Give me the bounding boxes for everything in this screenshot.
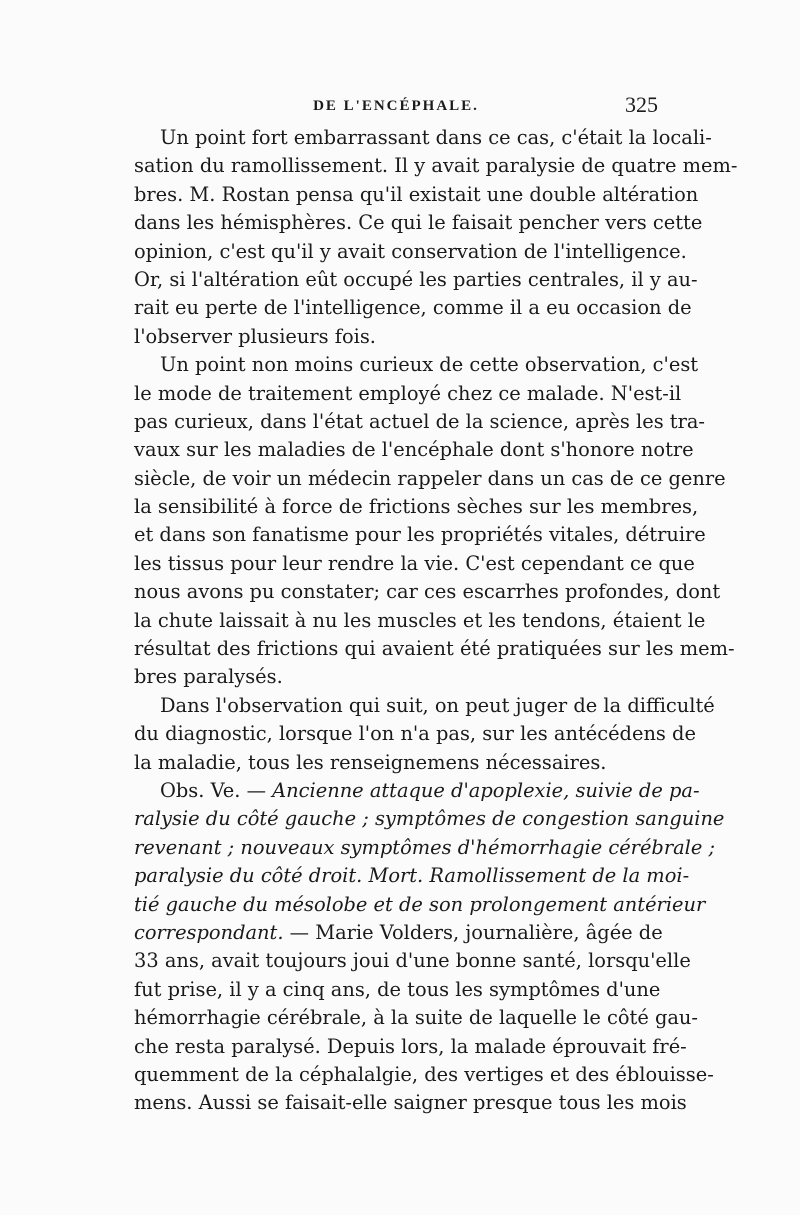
text-line: [134, 1033, 687, 1061]
text-line: [134, 1089, 687, 1117]
roman-run: 33 ans, avait toujours joui d'une bonne santé, lorsqu'elle: [134, 949, 691, 973]
text-line: [134, 209, 703, 237]
roman-run: opinion, c'est qu'il y avait conservation de l'intelligence.: [134, 239, 687, 263]
text-line: [134, 294, 692, 322]
roman-run: dans les hémisphères. Ce qui le faisait pencher vers cette: [134, 211, 703, 235]
italic-run: Ancienne attaque d'apoplexie, suivie de pa-: [272, 778, 700, 802]
roman-run: Dans l'observation qui suit, on peut juger de la difficulté: [160, 693, 715, 717]
roman-run: Or, si l'altération eût occupé les parties centrales, il y au-: [134, 267, 698, 291]
roman-run: — Marie Volders, journalière, âgée de: [283, 920, 663, 944]
roman-run: la maladie, tous les renseignemens nécessaires.: [134, 750, 607, 774]
roman-run: bres. M. Rostan pensa qu'il existait une double altération: [134, 182, 699, 206]
text-line: [134, 635, 735, 663]
text-line: [134, 465, 726, 493]
roman-run: quemment de la céphalalgie, des vertiges et des éblouisse-: [134, 1062, 714, 1086]
text-line: [134, 976, 661, 1004]
text-line: [134, 834, 716, 862]
text-line: [134, 436, 694, 464]
text-line: [134, 1004, 698, 1032]
text-line: [134, 550, 695, 578]
roman-run: vaux sur les maladies de l'encéphale dont s'honore notre: [134, 438, 694, 462]
italic-run: correspondant.: [134, 920, 284, 944]
italic-run: revenant ; nouveaux symptômes d'hémorrhagie cérébrale ;: [134, 835, 716, 859]
italic-run: tié gauche du mésolobe et de son prolongement antérieur: [134, 892, 706, 916]
italic-run: ralysie du côté gauche ; symptômes de congestion sanguine: [134, 807, 725, 831]
text-line: [134, 351, 699, 379]
text-line: [134, 919, 663, 947]
text-line: [134, 777, 700, 805]
text-line: [134, 521, 706, 549]
text-line: [134, 493, 699, 521]
roman-run: la chute laissait à nu les muscles et les tendons, étaient le: [134, 608, 706, 632]
roman-run: pas curieux, dans l'état actuel de la science, après les tra-: [134, 409, 705, 433]
roman-run: Un point non moins curieux de cette observation, c'est: [160, 353, 699, 377]
roman-run: che resta paralysé. Depuis lors, la malade éprouvait fré-: [134, 1034, 687, 1058]
roman-run: rait eu perte de l'intelligence, comme il a eu occasion de: [134, 296, 692, 320]
text-line: [134, 891, 706, 919]
roman-run: nous avons pu constater; car ces escarrhes profondes, dont: [134, 580, 721, 604]
roman-run: la sensibilité à force de frictions sèches sur les membres,: [134, 495, 699, 519]
text-line: [134, 408, 705, 436]
roman-run: fut prise, il y a cinq ans, de tous les symptômes d'une: [134, 977, 661, 1001]
text-line: [134, 238, 687, 266]
text-line: [134, 1061, 714, 1089]
roman-run: résultat des frictions qui avaient été pratiquées sur les mem-: [134, 637, 735, 661]
roman-run: bres paralysés.: [134, 665, 283, 689]
roman-run: Un point fort embarrassant dans ce cas, c'était la locali-: [160, 126, 712, 149]
page-number: 325: [625, 92, 658, 117]
text-line: [134, 152, 738, 180]
text-line: [134, 805, 725, 833]
text-line: [134, 266, 698, 294]
text-line: [134, 947, 691, 975]
running-head: DE L'ENCÉPHALE.: [313, 98, 479, 114]
roman-run: et dans son fanatisme pour les propriétés vitales, détruire: [134, 523, 706, 547]
roman-run: le mode de traitement employé chez ce malade. N'est-il: [134, 381, 682, 405]
roman-run: hémorrhagie cérébrale, à la suite de laquelle le côté gau-: [134, 1006, 698, 1030]
text-line: [134, 181, 699, 209]
page-header: [134, 92, 658, 120]
roman-run: du diagnostic, lorsque l'on n'a pas, sur les antécédens de: [134, 722, 696, 746]
text-line: [134, 692, 715, 720]
text-line: [134, 380, 682, 408]
roman-run: l'observer plusieurs fois.: [134, 324, 376, 348]
roman-run: les tissus pour leur rendre la vie. C'est cependant ce que: [134, 551, 695, 575]
text-line: [134, 749, 658, 777]
italic-run: paralysie du côté droit. Mort. Ramollissement de la moi-: [134, 864, 690, 888]
text-line: [134, 323, 658, 351]
text-line: [134, 862, 690, 890]
roman-run: mens. Aussi se faisait-elle saigner presque tous les mois: [134, 1091, 687, 1115]
roman-run: sation du ramollissement. Il y avait paralysie de quatre mem-: [134, 154, 738, 178]
body-text: [134, 124, 738, 1118]
roman-run: Obs. Ve. —: [160, 778, 273, 802]
text-line: [134, 578, 721, 606]
text-line: [134, 607, 706, 635]
text-line: [134, 720, 696, 748]
text-line: [134, 663, 658, 691]
roman-run: siècle, de voir un médecin rappeler dans un cas de ce genre: [134, 466, 726, 490]
text-line: [134, 124, 712, 152]
